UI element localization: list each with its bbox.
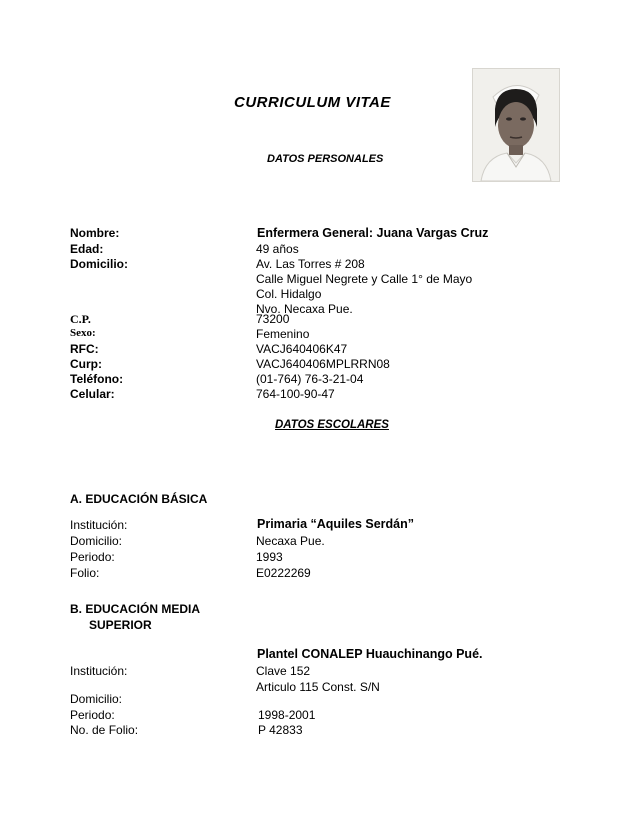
label-celular: Celular: [70, 387, 115, 401]
label-cp: C.P. [70, 312, 91, 326]
value-basic-institucion: Primaria “Aquiles Serdán” [257, 517, 415, 531]
portrait-image [473, 69, 559, 181]
value-rfc: VACJ640406K47 [256, 342, 348, 356]
label-basic-folio: Folio: [70, 566, 100, 580]
value-domicilio-line1: Av. Las Torres # 208 [256, 257, 365, 271]
heading-media-education: B. EDUCACIÓN MEDIA [70, 602, 201, 616]
value-curp: VACJ640406MPLRRN08 [256, 357, 390, 371]
heading-basic-education: A. EDUCACIÓN BÁSICA [70, 492, 208, 506]
value-nombre: Enfermera General: Juana Vargas Cruz [257, 226, 489, 240]
value-media-folio: P 42833 [258, 723, 303, 737]
label-sexo: Sexo: [70, 327, 96, 339]
label-rfc: RFC: [70, 342, 99, 356]
value-sexo: Femenino [256, 327, 310, 341]
value-media-plantel: Plantel CONALEP Huauchinango Pué. [257, 647, 483, 661]
heading-media-education-line2: SUPERIOR [89, 618, 152, 632]
label-basic-periodo: Periodo: [70, 550, 115, 564]
profile-photo [472, 68, 560, 182]
value-domicilio-line4: Nvo. Necaxa Pue. [256, 302, 353, 316]
label-basic-institucion: Institución: [70, 518, 128, 532]
value-domicilio-line3: Col. Hidalgo [256, 287, 322, 301]
label-nombre: Nombre: [70, 226, 120, 240]
value-basic-periodo: 1993 [256, 550, 283, 564]
section-title-personal: DATOS PERSONALES [267, 153, 384, 165]
label-media-folio: No. de Folio: [70, 723, 139, 737]
section-title-school: DATOS ESCOLARES [275, 419, 389, 431]
value-celular: 764-100-90-47 [256, 387, 335, 401]
label-curp: Curp: [70, 357, 102, 371]
value-media-clave: Clave 152 [256, 664, 311, 678]
label-media-periodo: Periodo: [70, 708, 115, 722]
value-edad: 49 años [256, 242, 299, 256]
value-telefono: (01-764) 76-3-21-04 [256, 372, 364, 386]
value-media-articulo: Articulo 115 Const. S/N [256, 680, 380, 694]
value-basic-folio: E0222269 [256, 566, 311, 580]
value-basic-domicilio: Necaxa Pue. [256, 534, 325, 548]
value-media-periodo: 1998-2001 [258, 708, 316, 722]
value-domicilio-line2: Calle Miguel Negrete y Calle 1° de Mayo [256, 272, 473, 286]
page-title: CURRICULUM VITAE [234, 94, 391, 111]
label-domicilio: Domicilio: [70, 257, 129, 271]
value-cp: 73200 [256, 312, 290, 326]
label-basic-domicilio: Domicilio: [70, 534, 123, 548]
label-media-institucion: Institución: [70, 664, 128, 678]
label-telefono: Teléfono: [70, 372, 124, 386]
label-edad: Edad: [70, 242, 104, 256]
label-media-domicilio: Domicilio: [70, 692, 123, 706]
